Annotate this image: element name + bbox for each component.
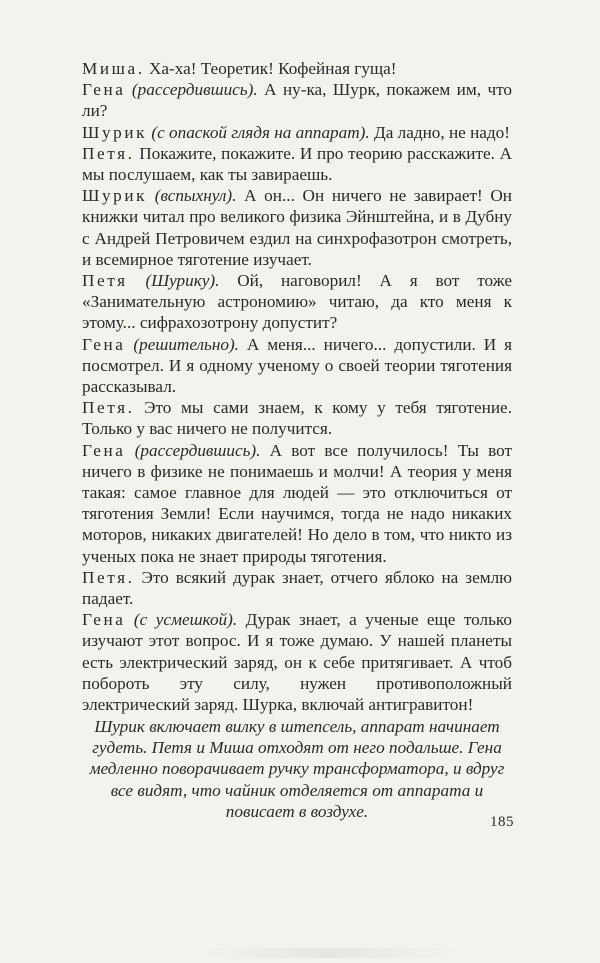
speech-text: А вот все получилось! Ты вот ничего в физике не понимаешь и молчи! А теория у меня такая: самое главное для людей — это отключиться от тяготения Земли! Если научимся, тогда не надо никаких моторов, никаких двигателей! Но дело в том, что никто из ученых пока не знает природы тяготения. [82,440,512,566]
speech-text: Ой, наговорил! А я вот тоже «Занимательную астрономию» читаю, да кто меня к этому... сифрахозотрону допустит? [82,271,512,333]
speaker-name: Гена [82,440,126,460]
speech-line [82,440,512,567]
speaker-name: Гена [82,334,126,354]
stage-aside: (рассердившись). [125,80,258,100]
dialogue-block [82,58,512,715]
speaker-name: Гена [82,80,126,100]
speech-line [82,397,512,439]
speaker-name: Петя. [82,567,135,587]
speech-text: Это мы сами знаем, к кому у тебя тяготение. Только у вас ничего не получится. [82,398,512,439]
stage-direction: Шурик включает вилку в штепсель, аппарат начинает гудеть. Петя и Миша отходят от него подальше. Гена медленно поворачивает ручку трансформатора, и вдруг все видят, что чайник отделяется от аппарата и повисает в воздухе. [89,717,505,821]
speech-text: Ха-ха! Теоретик! Кофейная гуща! [144,59,397,78]
speech-line [82,58,512,79]
speech-text: Это всякий дурак знает, отчего яблоко на землю падает. [82,567,512,609]
speech-text: А ну-ка, Шурк, покажем им, что ли? [82,80,512,121]
speaker-name: Шурик [82,186,148,206]
stage-aside: (вспыхнул). [147,186,237,206]
speaker-name: Гена [82,610,126,630]
speech-line [82,79,512,121]
speaker-name: Петя [82,271,128,291]
speaker-name: Миша. [82,59,145,78]
speech-text: А меня... ничего... допустили. И я посмотрел. И я одному ученому о своей теории тяготения рассказывал. [82,334,512,397]
speech-text: А он... Он ничего не завирает! Он книжки читал про великого физика Эйнштейна, и в Дубну с Андрей Петровичем ездил на синхрофазотрон смотреть, и всемирное тяготение изучает. [82,186,512,269]
stage-aside: (с усмешкой). [125,610,238,630]
speaker-name: Шурик [82,122,148,142]
speaker-name: Петя. [82,143,135,163]
speech-line [82,567,512,609]
stage-aside: (с опаской глядя на аппарат). [147,122,370,142]
page-number: 185 [490,814,514,830]
speech-text: Покажите, покажите. И про теорию расскажите. А мы послушаем, как ты завираешь. [82,143,512,185]
speaker-name: Петя. [82,398,135,418]
stage-aside: (рассердившись). [125,440,261,460]
speech-line [82,609,512,715]
scan-shadow [200,948,460,958]
stage-aside: (решительно). [125,334,239,354]
speech-line [82,122,512,143]
speech-line [82,143,512,185]
speech-text: Дурак знает, а ученые еще только изучают этот вопрос. И я тоже думаю. У нашей планеты есть электрический заряд, он к себе притягивает. А чтоб побороть эту силу, нужен противоположный электрический заряд. Шурка, включай антигравитон! [82,610,512,715]
stage-aside: (Шурику). [127,271,220,291]
speech-line [82,270,512,334]
speech-text: Да ладно, не надо! [369,122,510,142]
speech-line [82,334,512,398]
speech-line [82,185,512,270]
